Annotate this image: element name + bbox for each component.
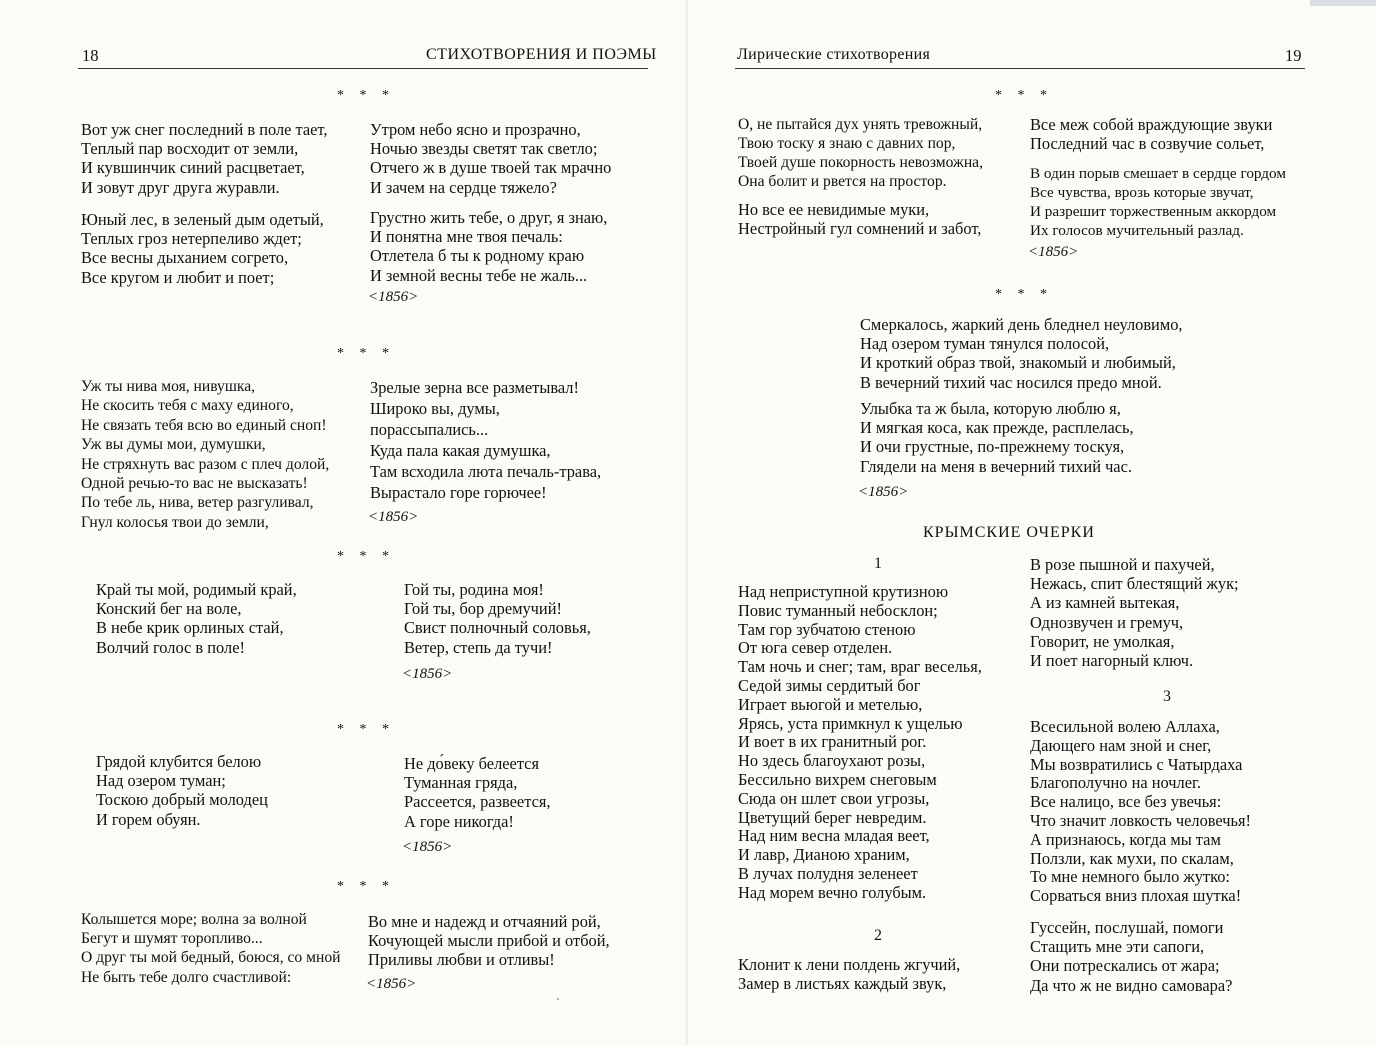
left-poem4-col2: Не до́веку белеется Туманная гряда, Рассеется, развеется, А горе никогда! — [404, 754, 551, 831]
left-poem2-col2: Зрелые зерна все разметывал! Широко вы, думы, порассыпались... Куда пала какая думушка, Там всходила люта печаль-трава, Вырастало горе горючее! — [370, 378, 602, 502]
left-poem1-col1-stanza2: Юный лес, в зеленый дым одетый, Теплых гроз нетерпеливо ждет; Все весны дыханием согрето, Все кругом и любит и поет; — [81, 210, 324, 287]
right-page-number: 19 — [1285, 46, 1302, 65]
section-number-2: 2 — [874, 927, 882, 944]
left-poem5-stars: * * * — [337, 879, 395, 894]
left-poem2-date: <1856> — [368, 509, 419, 525]
left-poem1-col2-stanza2: Грустно жить тебе, о друг, я знаю, И понятна мне твоя печаль: Отлетела б ты к родному краю И земной весны тебе не жаль... — [370, 208, 608, 285]
right-poem2-stanza2: Улыбка та ж была, которую люблю я, И мягкая коса, как прежде, расплелась, И очи грустные, по-прежнему тоскуя, Глядели на меня в вечерний тихий час. — [860, 399, 1134, 476]
left-poem1-stars: * * * — [337, 88, 395, 103]
left-poem4-col1: Грядой клубится белою Над озером туман; Тоскою добрый молодец И горем обуян. — [96, 752, 268, 829]
left-poem3-date: <1856> — [402, 666, 453, 682]
right-poem1-col1-stanza2: Но все ее невидимые муки, Нестройный гул сомнений и забот, — [738, 200, 982, 239]
book-gutter — [686, 0, 688, 1045]
right-poem1-col2-stanza1: Все меж собой враждующие звуки Последний час в созвучие сольет, — [1030, 115, 1273, 154]
left-poem4-date: <1856> — [402, 839, 453, 855]
left-poem5-col2: Во мне и надежд и отчаяний рой, Кочующей мысли прибой и отбой, Приливы любви и отливы! — [368, 912, 610, 970]
right-poem1-date: <1856> — [1028, 244, 1079, 260]
scan-speck — [557, 998, 559, 1000]
crimea-part3-stanza2: Гуссейн, послушай, помоги Стащить мне эти сапоги, Они потрескались от жара; Да что ж не видно самовара? — [1030, 918, 1233, 995]
left-running-header: СТИХОТВОРЕНИЯ И ПОЭМЫ — [426, 46, 657, 63]
left-page-number: 18 — [82, 46, 99, 65]
left-poem3-col2: Гой ты, родина моя! Гой ты, бор дремучий! Свист полночный соловья, Ветер, степь да тучи! — [404, 580, 591, 657]
left-poem1-col2-stanza1: Утром небо ясно и прозрачно, Ночью звезды светят так светло; Отчего ж в душе твоей так мрачно И зачем на сердце тяжело? — [370, 120, 612, 197]
left-poem2-stars: * * * — [337, 346, 395, 361]
right-poem2-stars: * * * — [995, 287, 1053, 302]
crimea-part2: Клонит к лени полдень жгучий, Замер в листьях каждый звук, — [738, 955, 961, 994]
section-number-3: 3 — [1163, 688, 1171, 705]
right-poem2-stanza1: Смеркалось, жаркий день бледнел неуловимо, Над озером туман тянулся полосой, И кроткий образ твой, знакомый и любимый, В вечерний тихий час носился предо мной. — [860, 315, 1183, 392]
crimea-part1: Над неприступной крутизною Повис туманный небосклон; Там гор зубчатою стеною От юга север отделен. Там ночь и снег; там, враг веселья, Седой зимы сердитый бог Играет вьюгой и метелью, Ярясь, уста примкнул к ущелью И воет в их гранитный рог. Но здесь благоухают розы, Бессильно вихрем снеговым Сюда он шлет свои угрозы, Цветущий берег невредим. Над ним весна младая веет, И лавр, Дианою храним, В лучах полудня зеленеет Над морем вечно голубым. — [738, 582, 982, 902]
left-header-rule — [78, 68, 648, 69]
scan-corner — [1310, 0, 1376, 6]
crimean-sketches-title: КРЫМСКИЕ ОЧЕРКИ — [923, 524, 1095, 541]
left-poem5-col1: Колышется море; волна за волной Бегут и шумят торопливо... О друг ты мой бедный, боюся, со мной Не быть тебе долго счастливой: — [81, 911, 341, 986]
left-poem1-col1-stanza1: Вот уж снег последний в поле тает, Теплый пар восходит от земли, И кувшинчик синий расцветает, И зовут друг друга журавли. — [81, 120, 328, 197]
section-number-1: 1 — [874, 555, 882, 572]
left-poem1-date: <1856> — [368, 289, 419, 305]
right-header-rule — [735, 68, 1305, 69]
left-poem3-stars: * * * — [337, 549, 395, 564]
left-poem2-col1: Уж ты нива моя, нивушка, Не скосить тебя с маху единого, Не связать тебя всю во единый сноп! Уж вы думы мои, думушки, Не стряхнуть вас разом с плеч долой, Одной речью-то вас не высказать! По тебе ль, нива, ветер разгуливал, Гнул колосья твои до земли, — [81, 378, 330, 531]
crimea-part3-stanza1: Всесильной волею Аллаха, Дающего нам зной и снег, Мы возвратились с Чатырдаха Благополучно на ночлег. Все налицо, все без увечья: Что значит ловкость человечья! А признаюсь, когда мы там Ползли, как мухи, по скалам, То мне немного было жутко: Сорваться вниз плохая шутка! — [1030, 717, 1252, 906]
right-running-header: Лирические стихотворения — [737, 46, 931, 63]
left-poem5-date: <1856> — [366, 976, 417, 992]
right-poem1-col1-stanza1: О, не пытайся дух унять тревожный, Твою тоску я знаю с давних пор, Твоей душе покорность невозможна, Она болит и рвется на простор. — [738, 116, 983, 190]
crimea-part2-continued: В розе пышной и пахучей, Нежась, спит блестящий жук; А из камней вытекая, Однозвучен и гремуч, Говорит, не умолкая, И поет нагорный ключ. — [1030, 555, 1239, 671]
left-poem4-stars: * * * — [337, 722, 395, 737]
right-poem2-date: <1856> — [858, 484, 909, 500]
right-poem1-stars: * * * — [995, 88, 1053, 103]
left-poem3-col1: Край ты мой, родимый край, Конский бег на воле, В небе крик орлиных стай, Волчий голос в поле! — [96, 580, 297, 657]
right-poem1-col2-stanza2: В один порыв смешает в сердце гордом Все чувства, врозь которые звучат, И разрешит торжественным аккордом Их голосов мучительный разлад. — [1030, 165, 1286, 239]
